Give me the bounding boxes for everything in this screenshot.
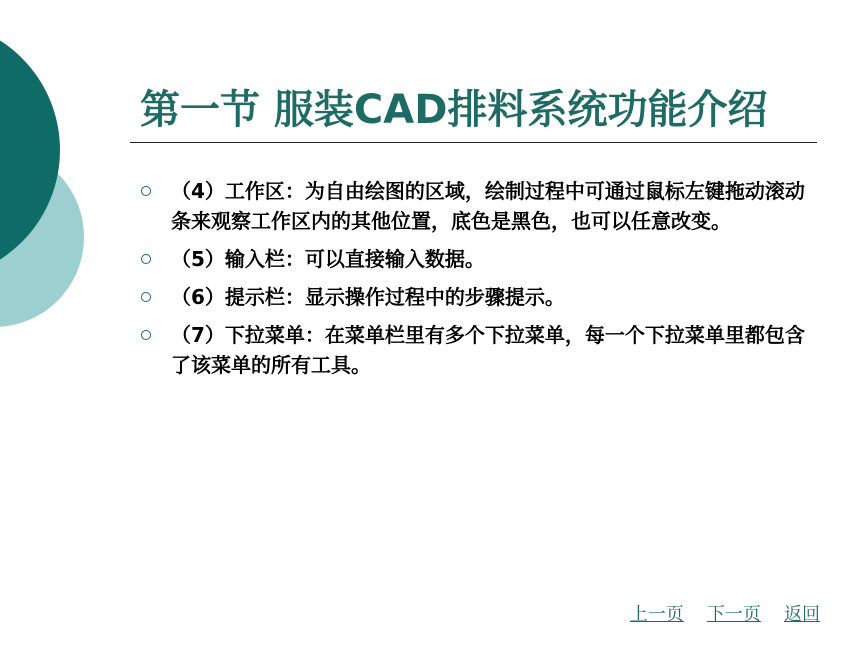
prev-page-link[interactable]: 上一页 (629, 604, 684, 625)
list-item (136, 176, 806, 236)
circle-bullet-icon (141, 330, 151, 340)
list-item (136, 244, 806, 274)
list-item (136, 320, 806, 380)
circle-bullet-icon (141, 292, 151, 302)
next-page-link[interactable]: 下一页 (706, 604, 761, 625)
list-item (136, 282, 806, 312)
bullet-text: （6）提示栏：显示操作过程中的步骤提示。 (171, 285, 565, 309)
navigation-links (612, 600, 820, 626)
slide-title: 第一节 服装CAD排料系统功能介绍 (140, 87, 768, 133)
bullet-text: （5）输入栏：可以直接输入数据。 (171, 247, 485, 271)
title-underline (130, 142, 817, 143)
bullet-text: （4）工作区：为自由绘图的区域，绘制过程中可通过鼠标左键拖动滚动条来观察工作区内的其他位置，底色是黑色，也可以任意改变。 (171, 179, 805, 233)
circle-bullet-icon (141, 186, 151, 196)
circle-bullet-icon (141, 254, 151, 264)
bullet-text: （7）下拉菜单：在菜单栏里有多个下拉菜单，每一个下拉菜单里都包含了该菜单的所有工具。 (171, 323, 805, 377)
bullet-list (136, 176, 806, 388)
back-link[interactable]: 返回 (784, 604, 820, 625)
